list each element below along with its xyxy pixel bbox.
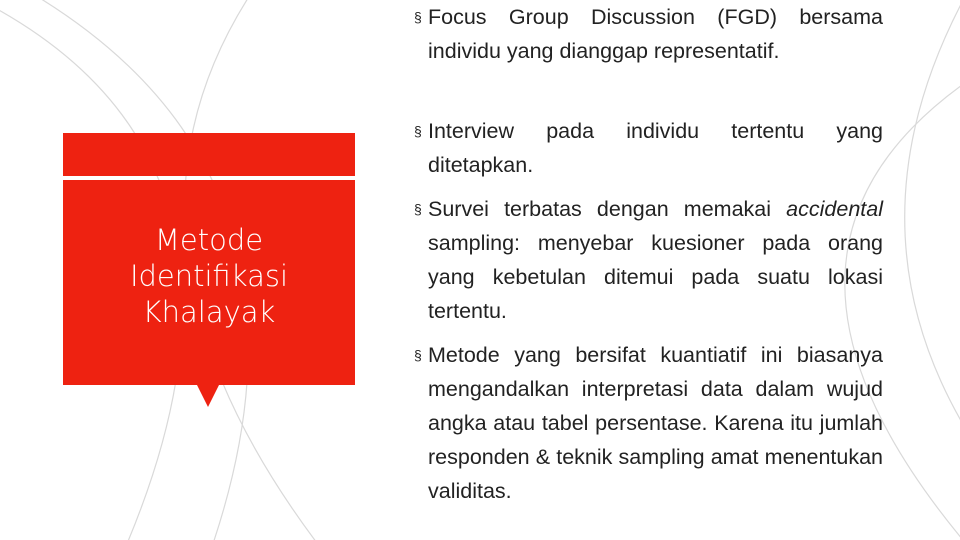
bullet-text: Interview pada individu tertentu yang ditetapkan.: [428, 119, 883, 177]
bullet-text: [410, 192, 883, 328]
bullet-marker-icon: §: [414, 9, 422, 25]
bullet-item-fgd: [410, 0, 883, 68]
bullet-marker-icon: §: [414, 201, 422, 217]
bullet-item-metode: [410, 338, 883, 508]
bullet-marker-icon: §: [414, 347, 422, 363]
bullet-text: Metode yang bersifat kuantiatif ini biasanya mengandalkan interpretasi data dalam wujud angka atau tabel persentase. Karena itu jumlah responden & teknik sampling amat menentukan validitas.: [428, 343, 883, 503]
bullet-text-part: sampling: menyebar kuesioner pada orang yang kebetulan ditemui pada suatu lokasi tertentu.: [428, 231, 883, 323]
title-box-pointer: [197, 385, 219, 407]
slide-title: [63, 222, 355, 330]
title-line-3: Khalayak: [142, 295, 276, 329]
bullet-text-part: Survei terbatas dengan memakai: [428, 197, 787, 221]
bullet-text-italic: accidental: [786, 197, 883, 221]
bullet-marker-icon: §: [414, 123, 422, 139]
title-line-2: Identifikasi: [129, 259, 289, 293]
bullet-item-survei: [410, 192, 883, 328]
bullet-text: Focus Group Discussion (FGD) bersama individu yang dianggap representatif.: [428, 5, 883, 63]
accent-band: [63, 133, 355, 176]
title-line-1: Metode: [154, 223, 264, 257]
bullet-item-interview: [410, 114, 883, 182]
